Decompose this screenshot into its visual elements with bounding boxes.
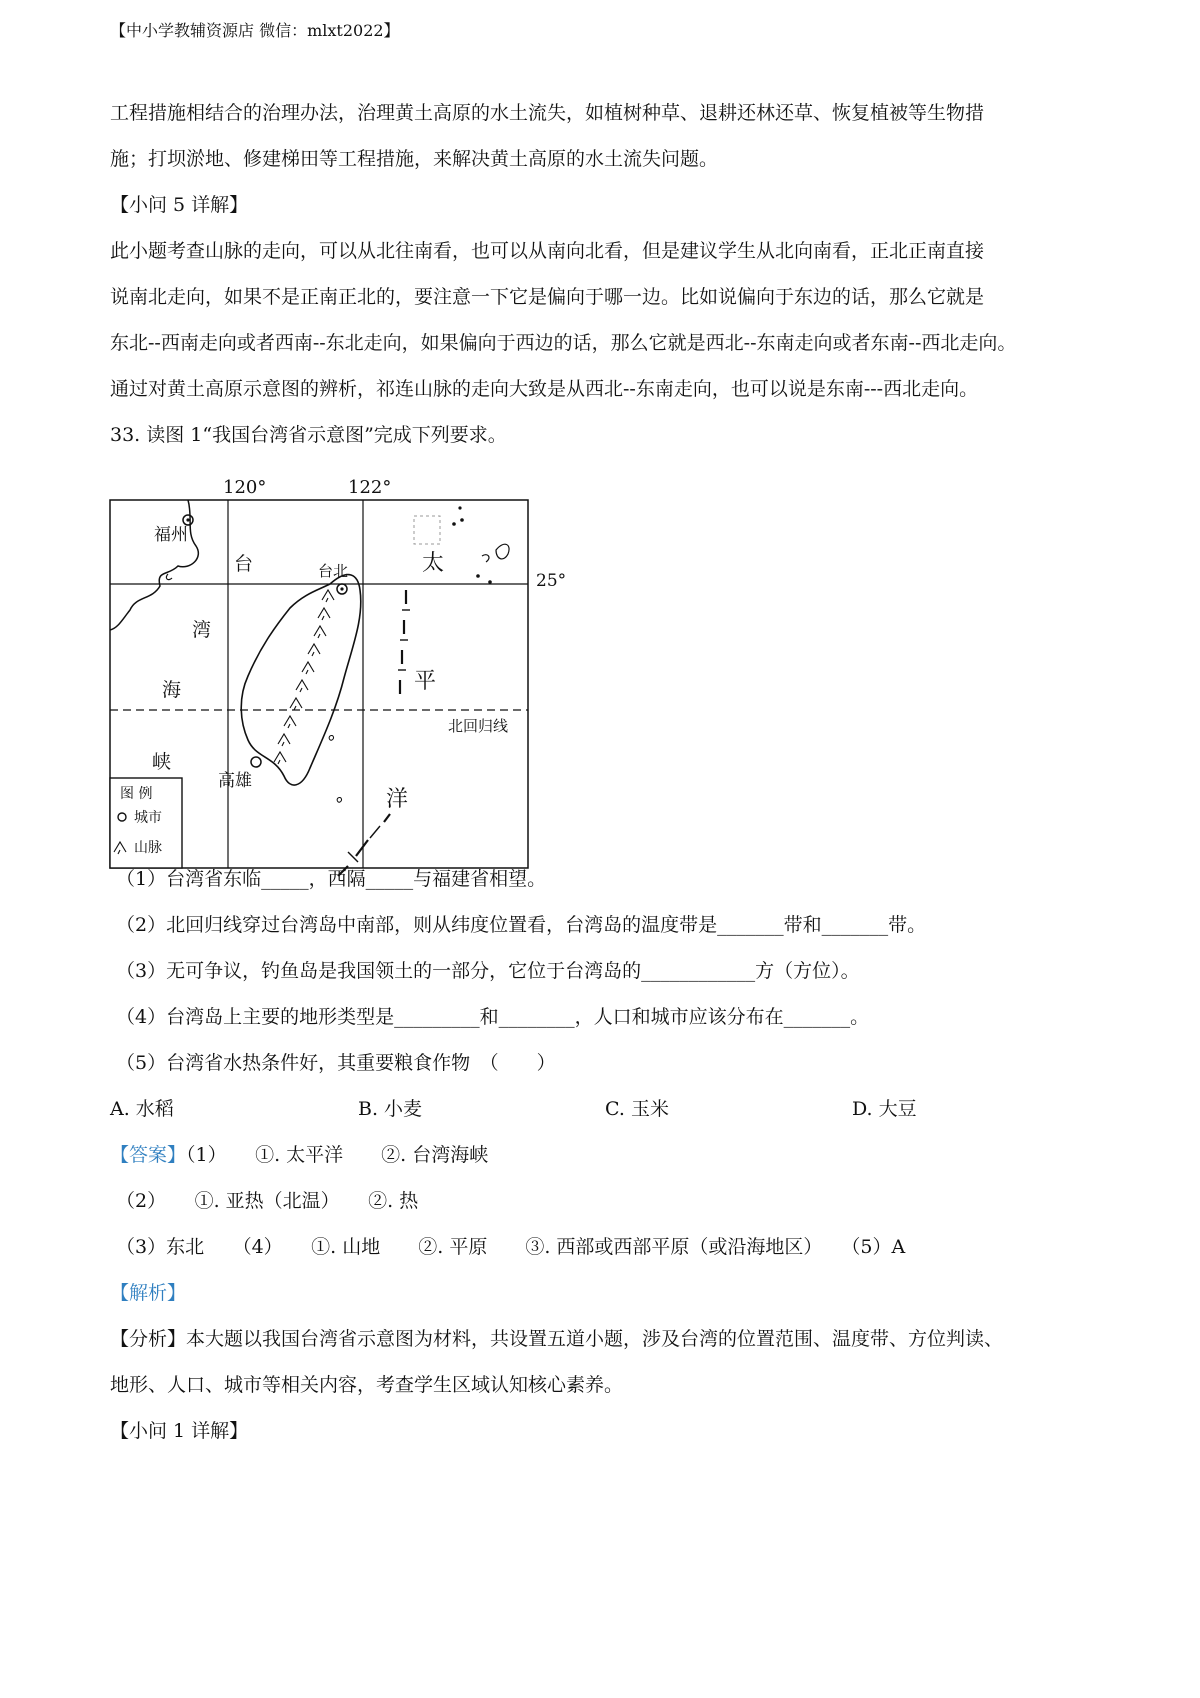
taipei-label: 台北	[318, 562, 349, 580]
question-5: （5）台湾省水热条件好，其重要粮食作物 （ ）	[116, 1052, 556, 1074]
fuzhou-label: 福州	[154, 525, 188, 545]
fuzhou-city-dot	[186, 518, 189, 521]
ocean-char-3: 洋	[386, 787, 409, 812]
analysis-label: 【解析】	[110, 1282, 187, 1304]
strait-char-1: 台	[234, 553, 254, 575]
ocean-char-1: 太	[422, 551, 445, 576]
legend-city-label: 城市	[134, 810, 162, 826]
islet-dot	[488, 580, 492, 584]
kaohsiung-label: 高雄	[218, 771, 252, 791]
legend-mountain-label: 山脉	[134, 840, 162, 856]
text-line: 工程措施相结合的治理办法，治理黄土高原的水土流失，如植树种草、退耕还林还草、恢复植被等生物措	[110, 102, 985, 124]
green-island	[329, 735, 333, 740]
analysis-line-1: 【分析】本大题以我国台湾省示意图为材料，共设置五道小题，涉及台湾的位置范围、温度带、方位判读、	[110, 1328, 1004, 1350]
text-line: 通过对黄土高原示意图的辨析，祁连山脉的走向大致是从西北--东南走向，也可以说是东南---西北走向。	[110, 378, 979, 400]
option-b: B. 小麦	[358, 1098, 423, 1120]
diaoyu-islands-box	[414, 516, 440, 544]
question-4: （4）台湾岛上主要的地形类型是_________和________，人口和城市应该分布在_______。	[116, 1006, 870, 1028]
islet-dot	[458, 506, 461, 509]
subquestion-heading: 【小问 5 详解】	[110, 194, 249, 216]
coastal-island	[166, 574, 172, 580]
taiwan-island-outline	[241, 575, 361, 785]
islet-dot	[460, 518, 464, 522]
answer-line-2: （2） ①. 亚热（北温） ②. 热	[116, 1190, 419, 1212]
analysis-line-2: 地形、人口、城市等相关内容，考查学生区域认知核心素养。	[110, 1374, 624, 1396]
orchid-island	[337, 797, 341, 802]
question-1: （1）台湾省东临_____，西隔_____与福建省相望。	[116, 868, 547, 890]
subquestion-heading: 【小问 1 详解】	[110, 1420, 249, 1442]
page-header: 【中小学教辅资源店 微信：mlxt2022】	[110, 21, 400, 40]
kaohsiung-city-marker	[251, 757, 261, 767]
legend-title: 图 例	[120, 786, 153, 802]
text-line: 施；打坝淤地、修建梯田等工程措施，来解决黄土高原的水土流失问题。	[110, 148, 719, 170]
maritime-boundary-marks	[338, 590, 410, 876]
strait-char-3: 海	[162, 679, 182, 701]
longitude-120-label: 120°	[223, 478, 267, 498]
text-line: 东北--西南走向或者西南--东北走向，如果偏向于西边的话，那么它就是西北--东南走向或者东南--西北走向。	[110, 332, 1017, 354]
answer-line-3: （3）东北 （4） ①. 山地 ②. 平原 ③. 西部或西部平原（或沿海地区） （5）A	[116, 1236, 906, 1258]
question-stem: 33. 读图 1“我国台湾省示意图”完成下列要求。	[110, 424, 507, 446]
tropic-of-cancer-label: 北回归线	[448, 717, 509, 735]
latitude-25-label: 25°	[536, 571, 567, 591]
text-line: 说南北走向，如果不是正南正北的，要注意一下它是偏向于哪一边。比如说偏向于东边的话，那么它就是	[110, 286, 985, 308]
answer-line-1	[110, 1140, 488, 1167]
taiwan-map	[108, 478, 578, 878]
text-line: 此小题考查山脉的走向，可以从北往南看，也可以从南向北看，但是建议学生从北向南看，正北正南直接	[110, 240, 985, 262]
longitude-122-label: 122°	[348, 478, 392, 498]
strait-char-4: 峡	[152, 751, 172, 773]
option-d: D. 大豆	[852, 1098, 917, 1120]
strait-char-2: 湾	[192, 619, 212, 641]
taipei-city-dot	[340, 587, 343, 590]
answer-text-1: （1） ①. 太平洋 ②. 台湾海峡	[186, 1144, 489, 1166]
islet-dot	[452, 522, 456, 526]
ryukyu-islands	[482, 544, 509, 562]
option-a: A. 水稻	[110, 1098, 174, 1120]
question-2: （2）北回归线穿过台湾岛中南部，则从纬度位置看，台湾岛的温度带是_______带和_______带。	[116, 914, 927, 936]
option-c: C. 玉米	[605, 1098, 669, 1120]
answer-label: 【答案】	[110, 1144, 187, 1166]
question-3: （3）无可争议，钓鱼岛是我国领土的一部分，它位于台湾岛的____________方（方位）。	[116, 960, 860, 982]
mainland-coastline	[110, 500, 198, 630]
islet-dot	[476, 574, 480, 578]
ocean-char-2: 平	[414, 669, 437, 694]
